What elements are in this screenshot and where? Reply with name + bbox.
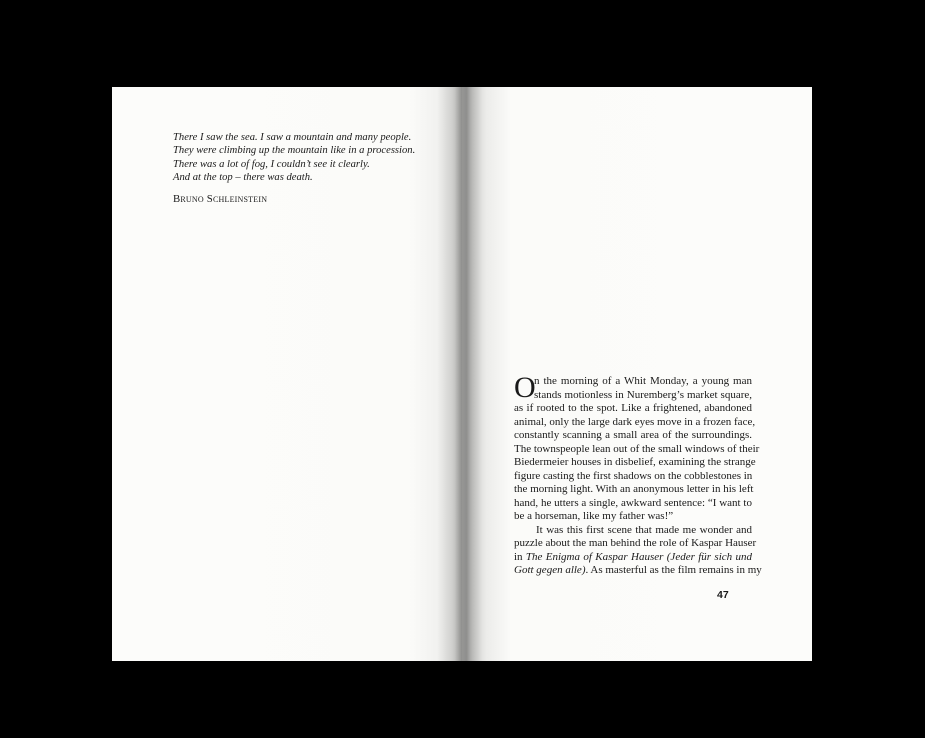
epigraph-line: And at the top – there was death. xyxy=(173,171,313,183)
epigraph-attribution: Bruno Schleinstein xyxy=(173,193,268,205)
text-line: puzzle about the man behind the role of Kaspar Hauser xyxy=(514,537,757,549)
drop-cap: O xyxy=(514,371,536,404)
left-page xyxy=(112,87,462,661)
text-line: figure casting the first shadows on the cobblestones in xyxy=(514,469,753,482)
film-title-continued: Gott gegen alle) xyxy=(514,564,586,576)
text-line: stands motionless in Nuremberg’s market square, xyxy=(534,388,752,401)
epigraph-line: They were climbing up the mountain like in a procession. xyxy=(173,145,416,157)
epigraph-line: There I saw the sea. I saw a mountain and many people. xyxy=(173,132,412,143)
text-line: Biedermeier houses in disbelief, examining the strange xyxy=(514,456,756,468)
text-line: as if rooted to the spot. Like a frightened, abandoned xyxy=(514,402,752,414)
text-line: animal, only the large dark eyes move in a frozen face, xyxy=(514,415,756,428)
text-line xyxy=(514,551,752,565)
epigraph-line: There was a lot of fog, I couldn’t see it clearly. xyxy=(173,158,370,170)
book-gutter xyxy=(452,87,482,661)
epigraph xyxy=(173,131,433,184)
text-line: be a horseman, like my father was!” xyxy=(514,510,674,522)
text-line xyxy=(514,564,762,578)
text-line: hand, he utters a single, awkward sentence: “I want to xyxy=(514,496,752,509)
film-title: The Enigma of Kaspar Hauser (Jeder für sich und xyxy=(525,550,752,563)
page-number: 47 xyxy=(717,589,729,601)
text-fragment: in xyxy=(514,550,523,563)
body-text xyxy=(514,371,762,578)
text-line: The townspeople lean out of the small windows of their xyxy=(514,442,760,455)
book-spread xyxy=(112,87,812,661)
text-line: the morning light. With an anonymous letter in his left xyxy=(514,483,754,495)
text-line: constantly scanning a small area of the surroundings. xyxy=(514,429,752,441)
text-fragment: . As masterful as the film remains in my xyxy=(585,564,762,576)
text-line: n the morning of a Whit Monday, a young man xyxy=(534,375,752,387)
text-line: It was this first scene that made me wonder and xyxy=(536,523,752,536)
